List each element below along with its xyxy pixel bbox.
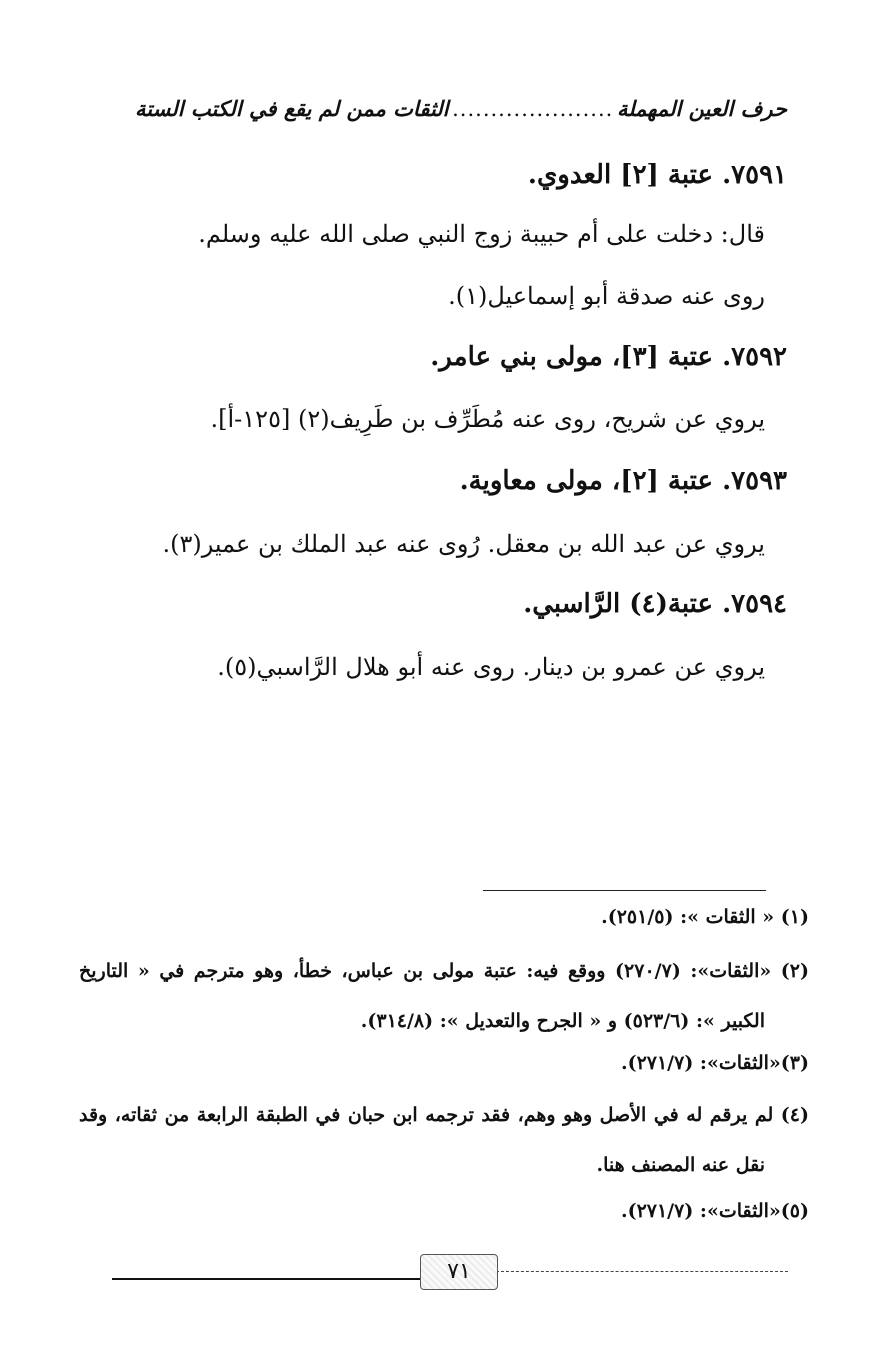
footnote-separator — [483, 890, 766, 891]
footnote-3: (٣)«الثقات»: (٢٧١/٧). — [620, 1052, 809, 1074]
footnote-2-line-1: (٢) «الثقات»: (٢٧٠/٧) ووقع فيه: عتبة مولى بن عباس، خطأ، وهو مترجم في « التاريخ — [79, 960, 809, 982]
entry-text: روى عنه صدقة أبو إسماعيل(١). — [448, 282, 765, 310]
entry-text: يروي عن شريح، روى عنه مُطَرِّف بن طَرِيف(٢) [١٢٥-أ]. — [210, 405, 765, 433]
entry-text: يروي عن عبد الله بن معقل. رُوى عنه عبد الملك بن عمير(٣). — [162, 530, 765, 558]
footnote-5: (٥)«الثقات»: (٢٧١/٧). — [620, 1200, 809, 1222]
entry-text: قال: دخلت على أم حبيبة زوج النبي صلى الله عليه وسلم. — [198, 220, 765, 248]
entry-heading: ٧٥٩٢. عتبة [٣]، مولى بني عامر. — [430, 342, 787, 372]
footer-rule-dashed — [496, 1271, 788, 1272]
header-leader-dots: ..................... — [452, 97, 614, 121]
footnote-4-line-1: (٤) لم يرقم له في الأصل وهو وهم، فقد ترجمه ابن حبان في الطبقة الرابعة من ثقاته، وقد — [79, 1104, 809, 1126]
entry-heading: ٧٥٩٤. عتبة(٤) الرَّاسبي. — [523, 589, 787, 619]
header-book-title: الثقات ممن لم يقع في الكتب الستة — [135, 96, 449, 121]
footer-rule — [112, 1278, 420, 1280]
footnote-4-line-2: نقل عنه المصنف هنا. — [596, 1154, 765, 1176]
entry-text: يروي عن عمرو بن دينار. روى عنه أبو هلال الرَّاسبي(٥). — [217, 653, 765, 681]
page-number: ٧١ — [420, 1254, 498, 1290]
entry-heading: ٧٥٩٣. عتبة [٢]، مولى معاوية. — [459, 466, 787, 496]
footnote-2-line-2: الكبير »: (٥٢٣/٦) و « الجرح والتعديل »: (٣١٤/٨). — [360, 1010, 765, 1032]
entry-heading: ٧٥٩١. عتبة [٢] العدوي. — [527, 160, 787, 190]
running-header — [135, 96, 787, 121]
header-chapter-title: حرف العين المهملة — [616, 96, 787, 121]
footnote-1: (١) « الثقات »: (٢٥١/٥). — [601, 906, 809, 928]
